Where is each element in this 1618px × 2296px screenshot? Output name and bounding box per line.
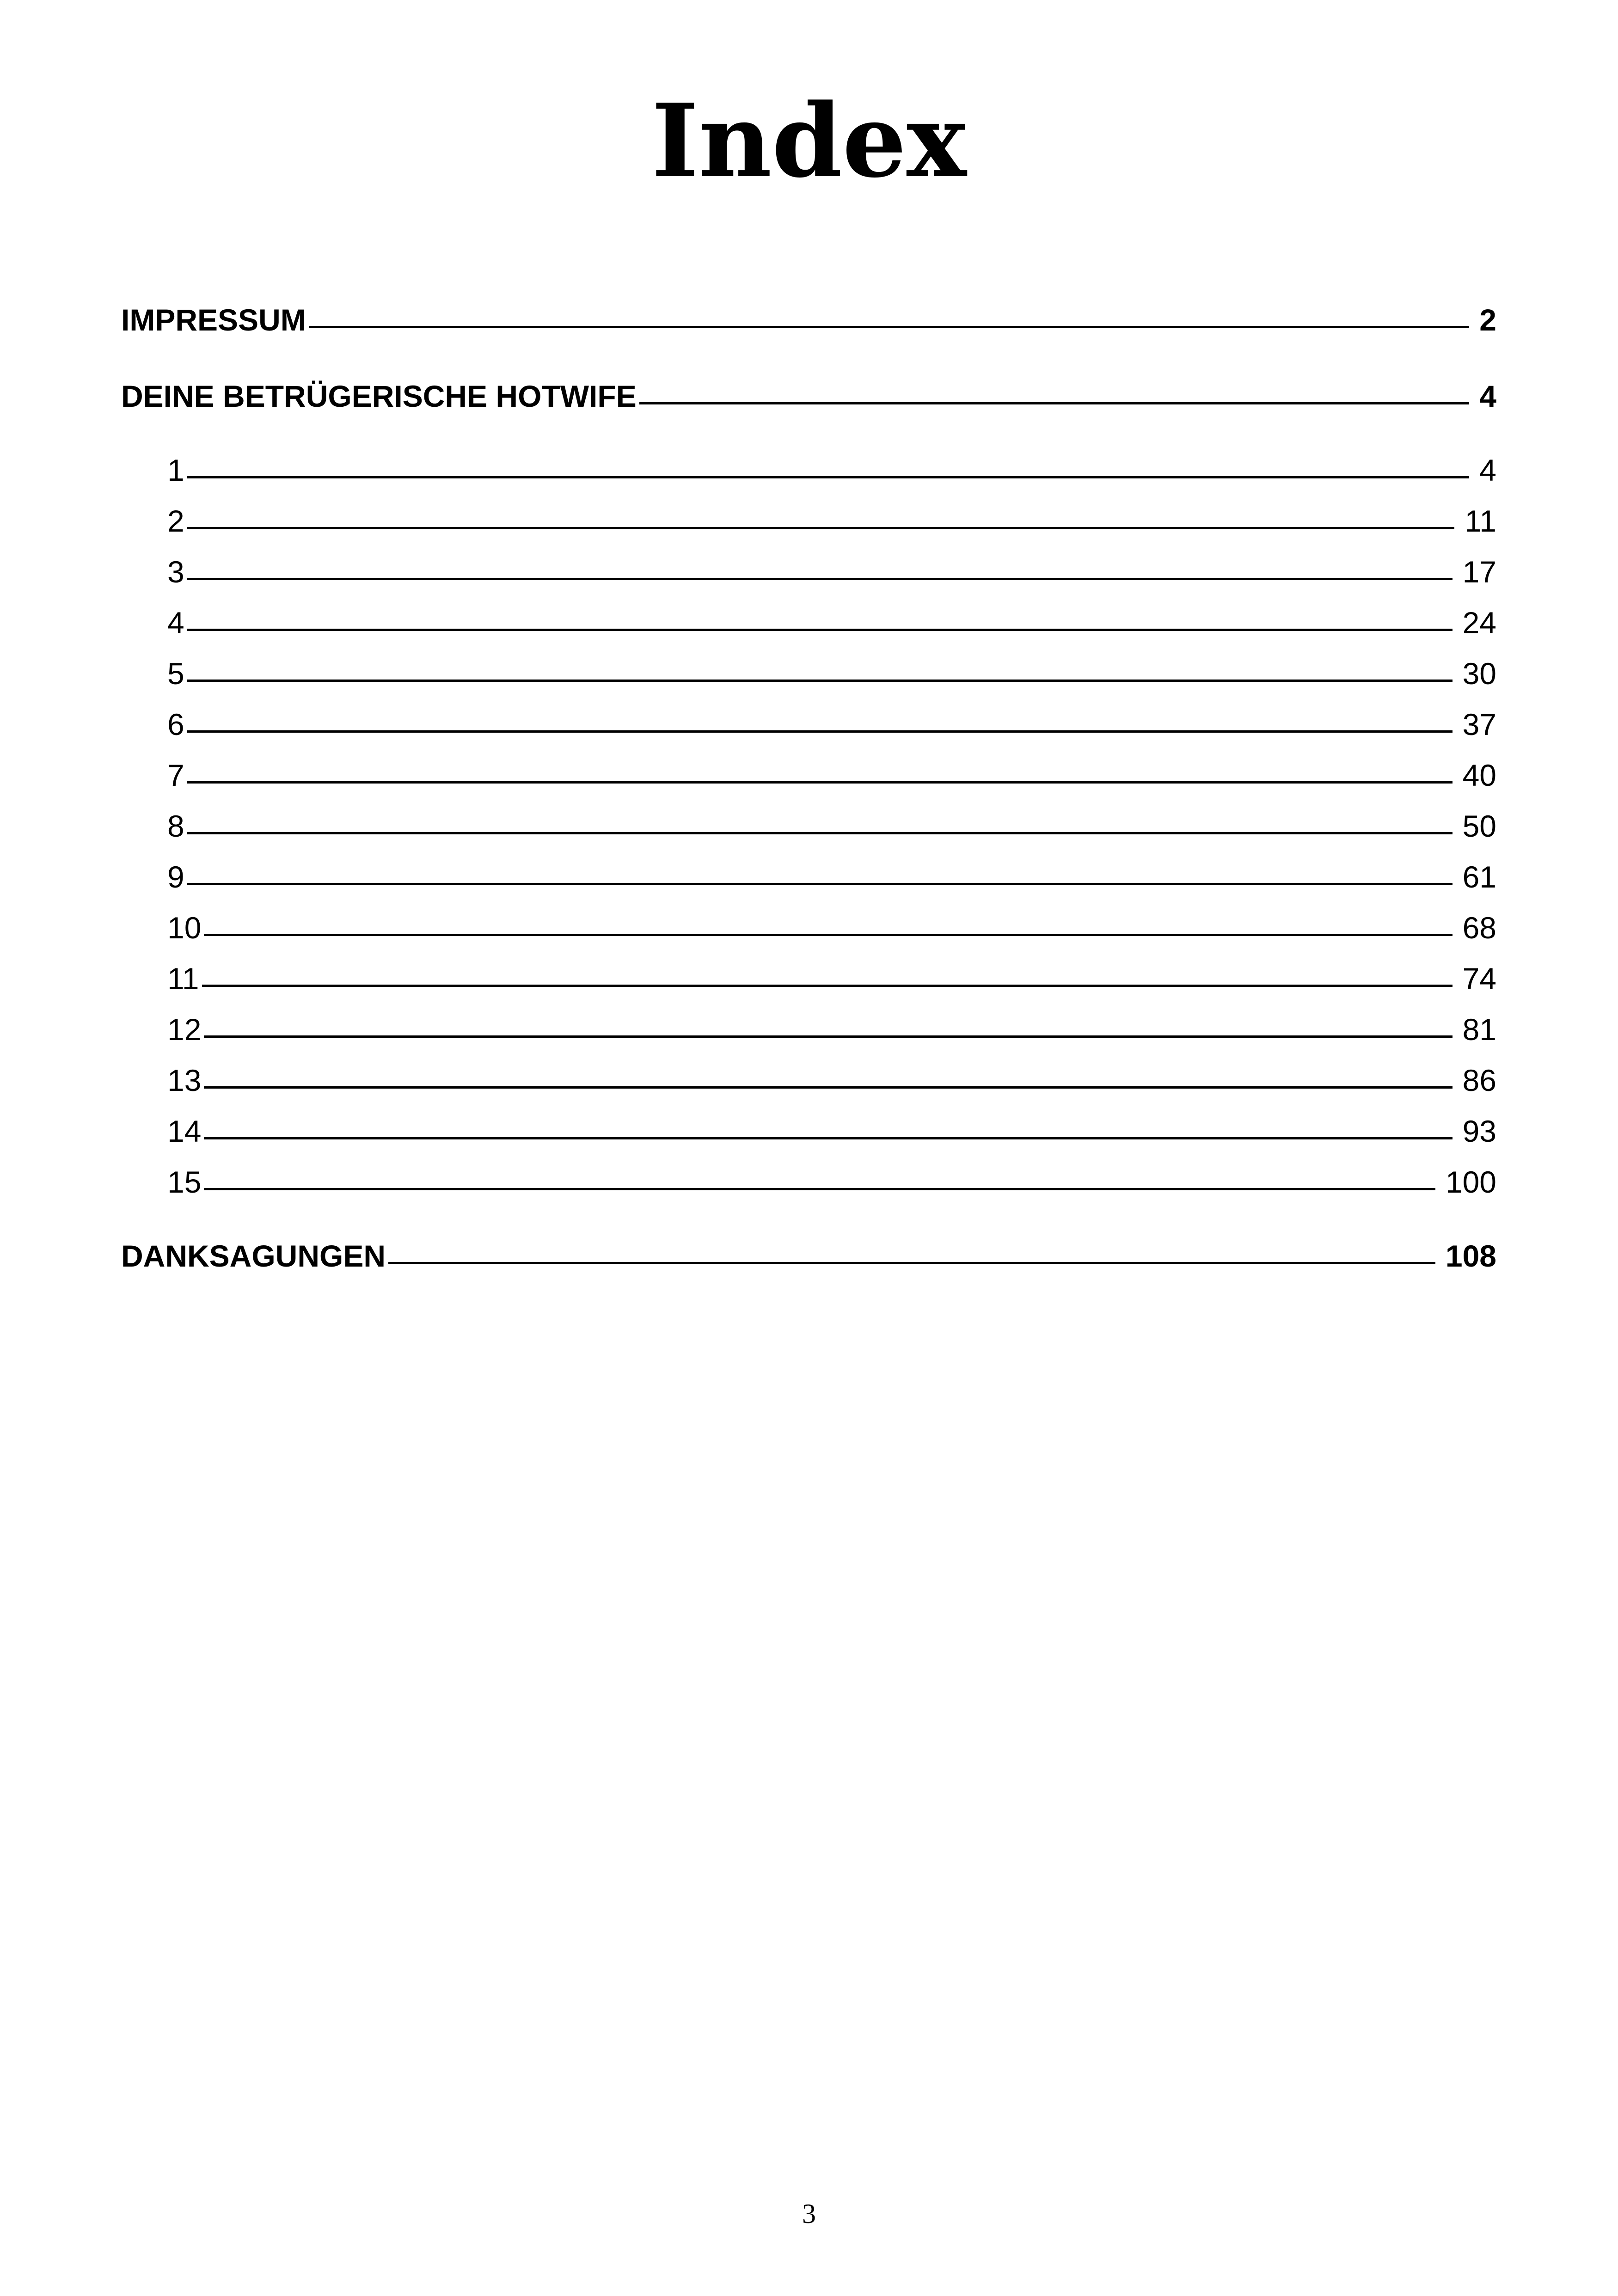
toc-chapter-entry[interactable] [121, 797, 1496, 844]
toc-leader-line [309, 326, 1470, 328]
toc-leader-line [187, 476, 1470, 478]
toc-leader-line [187, 527, 1455, 529]
toc-leader-line [204, 1137, 1452, 1139]
toc-entry-page: 40 [1462, 758, 1496, 792]
toc-chapter-entry[interactable] [121, 441, 1496, 488]
toc-entry-page: 17 [1462, 555, 1496, 589]
toc-entry-label: 12 [167, 1012, 202, 1047]
toc-entry-page: 93 [1462, 1114, 1496, 1148]
toc-entry-page: 86 [1462, 1063, 1496, 1097]
toc-leader-line [388, 1262, 1435, 1264]
toc-leader-line [187, 629, 1453, 631]
toc-entry-page: 4 [1479, 379, 1496, 413]
toc-chapter-entry[interactable] [121, 1102, 1496, 1149]
toc-leader-line [204, 934, 1452, 936]
toc-chapter-entry[interactable] [121, 1153, 1496, 1200]
toc-chapter-entry[interactable] [121, 950, 1496, 996]
toc-entry-label: DEINE BETRÜGERISCHE HOTWIFE [121, 379, 637, 413]
toc-entry-page: 74 [1462, 961, 1496, 996]
toc-chapter-entry[interactable] [121, 543, 1496, 589]
toc-leader-line [202, 985, 1453, 987]
toc-entry-label: 8 [167, 809, 184, 843]
toc-entry-page: 81 [1462, 1012, 1496, 1047]
toc-entry-label: 13 [167, 1063, 202, 1097]
toc-chapter-entry[interactable] [121, 1001, 1496, 1047]
page-number: 3 [802, 2198, 816, 2229]
toc-section-entry[interactable] [121, 367, 1496, 414]
toc-entry-page: 68 [1462, 911, 1496, 945]
toc-chapter-entry[interactable] [121, 645, 1496, 691]
toc-entry-page: 4 [1479, 453, 1496, 487]
toc-leader-line [204, 1188, 1435, 1190]
toc-section-entry[interactable] [121, 291, 1496, 337]
toc-chapter-entry[interactable] [121, 1052, 1496, 1098]
toc-entry-label: 1 [167, 453, 184, 487]
toc-entry-label: 5 [167, 656, 184, 691]
toc-leader-line [187, 832, 1453, 834]
toc-chapter-entry[interactable] [121, 696, 1496, 742]
toc-leader-line [187, 883, 1453, 885]
toc-entry-label: IMPRESSUM [121, 303, 306, 337]
toc-leader-line [639, 402, 1470, 404]
toc-leader-line [187, 781, 1453, 784]
toc-entry-page: 108 [1445, 1239, 1496, 1273]
toc-leader-line [204, 1086, 1452, 1089]
toc-entry-label: 6 [167, 707, 184, 741]
toc-entry-page: 11 [1465, 504, 1496, 538]
page-title: Index [651, 82, 967, 200]
toc-entry-label: DANKSAGUNGEN [121, 1239, 386, 1273]
toc-entry-page: 61 [1462, 860, 1496, 894]
toc-chapter-entry[interactable] [121, 747, 1496, 793]
toc-entry-page: 100 [1445, 1165, 1496, 1199]
toc-entry-label: 7 [167, 758, 184, 792]
toc-leader-line [187, 680, 1453, 682]
toc-leader-line [204, 1035, 1452, 1038]
toc-entry-label: 10 [167, 911, 202, 945]
toc-entry-label: 2 [167, 504, 184, 538]
toc-chapter-entry[interactable] [121, 848, 1496, 894]
toc-leader-line [187, 578, 1453, 580]
toc-entry-label: 9 [167, 860, 184, 894]
toc-chapter-entry[interactable] [121, 492, 1496, 539]
toc-chapter-entry[interactable] [121, 594, 1496, 640]
toc-entry-page: 2 [1479, 303, 1496, 337]
toc-entry-page: 37 [1462, 707, 1496, 741]
toc-entry-label: 11 [167, 961, 199, 996]
toc-entry-page: 50 [1462, 809, 1496, 843]
toc-entry-page: 30 [1462, 656, 1496, 691]
toc-entry-label: 14 [167, 1114, 202, 1148]
toc-chapter-entry[interactable] [121, 899, 1496, 945]
toc-leader-line [187, 730, 1453, 733]
toc-entry-page: 24 [1462, 606, 1496, 640]
toc-entry-label: 4 [167, 606, 184, 640]
toc-entry-label: 15 [167, 1165, 202, 1199]
toc-entry-label: 3 [167, 555, 184, 589]
toc-section-entry[interactable] [121, 1227, 1496, 1274]
